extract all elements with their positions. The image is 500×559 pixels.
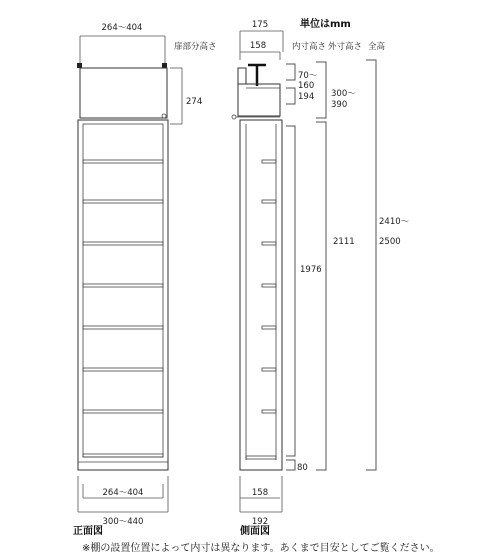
total-height-header: 全高 [368,42,386,52]
lower-outer-height: 2111 [333,237,355,247]
side-bottom-outer-depth: 192 [251,517,269,527]
upper-outer-line1: 300～ [331,89,356,99]
front-lower-cabinet [78,120,168,470]
front-top-width-label: 264～404 [101,23,143,33]
upper-inner-height: 194 [298,92,315,102]
front-bottom-outer-width: 300～440 [102,517,144,527]
total-line2: 2500 [379,237,401,247]
front-upper-cabinet [80,68,167,118]
unit-label: 単位はmm [300,19,351,30]
footnote: ※棚の設置位置によって内寸は異なります。あくまで目安としてご覧ください。 [82,543,440,554]
side-top-outer-depth: 175 [251,20,269,30]
side-top-inner-depth: 158 [249,41,267,51]
front-view-title: 正面図 [73,526,103,537]
door-height-value: 274 [186,97,203,107]
adjuster-range-line1: 70～ [298,71,318,81]
front-bottom-inner-width: 264～404 [102,488,144,498]
door-knob [162,114,166,118]
total-height-bracket [366,60,376,470]
front-view [73,23,202,537]
door-height-header: 扉部分高さ [174,42,217,52]
inner-height-brackets [286,64,295,470]
upper-outer-line2: 390 [331,100,348,110]
total-line1: 2410～ [379,217,410,227]
inner-height-header: 内寸高さ [292,42,327,52]
side-shelves [246,160,276,459]
lower-inner-height: 1976 [300,265,322,275]
side-upper-cabinet [238,84,280,116]
adjuster-pin-right [162,63,167,68]
side-view [174,17,410,537]
plinth-height: 80 [297,463,308,473]
side-upper-back-panel [238,68,246,84]
adjuster-range-line2: 160 [298,81,315,91]
outer-height-header: 外寸高さ [328,42,363,52]
adjuster-pin-left [77,63,82,68]
side-view-title: 側面図 [240,526,270,537]
front-shelves [83,160,163,457]
side-bottom-inner-depth: 158 [251,488,269,498]
